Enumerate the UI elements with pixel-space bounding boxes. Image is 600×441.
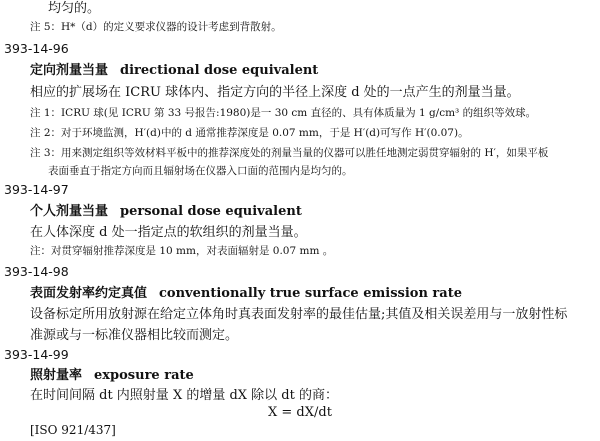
note-5: 注 5：H*（d）的定义要求仪器的设计考虑到背散射。 — [30, 21, 282, 33]
note-96-2: 注 2：对于环境监测，H′(d)中的 d 通常推荐深度是 0.07 mm，于是 H′(d)可写作 H′(0.07)。 — [30, 127, 469, 139]
formula: X = dX/dt — [268, 405, 332, 420]
term-zh: 个人剂量当量 — [30, 204, 109, 219]
term-heading-97 — [30, 205, 302, 218]
note-97: 注：对贯穿辐射推荐深度是 10 mm，对表面辐射是 0.07 mm 。 — [30, 245, 334, 257]
term-en: personal dose equivalent — [120, 204, 302, 219]
entry-number-393-14-98: 393-14-98 — [4, 264, 69, 279]
note-96-1: 注 1：ICRU 球(见 ICRU 第 33 号报告:1980)是一 30 cm 直径的、具有体质量为 1 g/cm³ 的组织等效球。 — [30, 107, 537, 119]
source-reference: [ISO 921/437] — [30, 423, 116, 437]
term-en: exposure rate — [94, 368, 194, 383]
term-heading-98 — [30, 287, 462, 300]
term-heading-96 — [30, 64, 318, 77]
term-zh: 定向剂量当量 — [30, 63, 109, 78]
term-en: conventionally true surface emission rate — [159, 286, 462, 301]
definition-98-line1: 设备标定所用放射源在给定立体角时真表面发射率的最佳估量;其值及相关误差用与一放射性标 — [30, 307, 568, 322]
term-heading-99 — [30, 369, 194, 382]
note-96-3-cont: 表面垂直于指定方向而且辐射场在仪器入口面的范围内是均匀的。 — [48, 165, 353, 177]
entry-number-393-14-99: 393-14-99 — [4, 347, 69, 362]
definition-97: 在人体深度 d 处一指定点的软组织的剂量当量。 — [30, 225, 307, 240]
term-zh: 照射量率 — [30, 368, 83, 383]
continuation-line: 均匀的。 — [48, 1, 101, 16]
term-en: directional dose equivalent — [120, 63, 319, 78]
definition-98-line2: 准源或与一标准仪器相比较而测定。 — [30, 328, 239, 343]
note-96-3: 注 3：用来测定组织等效材料平板中的推荐深度处的剂量当量的仪器可以胜任地测定弱贯穿辐射的 H′，如果平板 — [30, 147, 549, 159]
entry-number-393-14-97: 393-14-97 — [4, 182, 69, 197]
definition-99: 在时间间隔 dt 内照射量 X 的增量 dX 除以 dt 的商： — [30, 388, 338, 403]
definition-96: 相应的扩展场在 ICRU 球体内、指定方向的半径上深度 d 处的一点产生的剂量当量。 — [30, 85, 520, 100]
entry-number-393-14-96: 393-14-96 — [4, 41, 69, 56]
term-zh: 表面发射率约定真值 — [30, 286, 148, 301]
